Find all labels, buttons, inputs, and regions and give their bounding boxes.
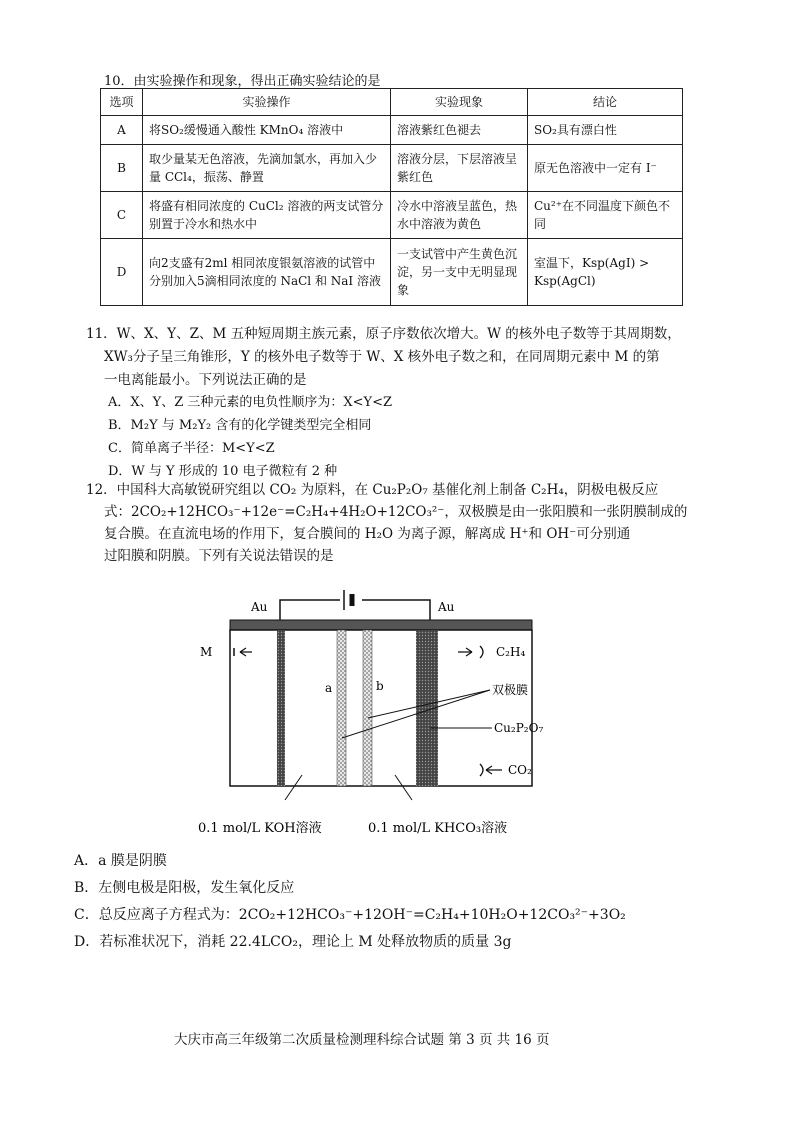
q11-stem-line3: 一电离能最小。下列说法正确的是 — [104, 372, 307, 388]
row-option: C — [101, 192, 143, 239]
q12-option-b: B．左侧电极是阳极，发生氧化反应 — [74, 880, 295, 896]
header-phenomenon: 实验现象 — [391, 89, 528, 116]
row-conclusion: SO₂具有漂白性 — [528, 116, 683, 145]
q11-option-a: A．X、Y、Z 三种元素的电负性顺序为：X<Y<Z — [108, 395, 393, 410]
table-header-row — [101, 89, 683, 116]
q12-option-c: C．总反应离子方程式为：2CO₂+12HCO₃⁻+12OH⁻=C₂H₄+10H₂O+12CO₃²⁻+3O₂ — [74, 907, 626, 923]
q12-stem-line2: 式：2CO₂+12HCO₃⁻+12e⁻=C₂H₄+4H₂O+12CO₃²⁻，双极膜是由一张阳膜和一张阴膜制成的 — [104, 504, 688, 520]
header-option: 选项 — [101, 89, 143, 116]
label-au-right: Au — [438, 600, 455, 614]
left-electrode — [277, 630, 285, 786]
q12-stem-line3: 复合膜。在直流电场的作用下，复合膜间的 H₂O 为离子源，解离成 H⁺和 OH⁻可分别通 — [104, 526, 631, 542]
label-m: M — [200, 645, 213, 659]
electrolysis-cell-diagram — [190, 580, 610, 840]
q12-stem-line4: 过阳膜和阴膜。下列有关说法错误的是 — [104, 548, 334, 564]
row-conclusion: 室温下，Ksp(AgI) > Ksp(AgCl) — [528, 239, 683, 306]
membrane-b — [363, 630, 372, 786]
experiment-table — [100, 88, 683, 306]
table-row — [101, 239, 683, 306]
q12-option-d: D．若标准状况下，消耗 22.4LCO₂，理论上 M 处释放物质的质量 3g — [74, 934, 512, 950]
q12-stem-line1: 12．中国科大高敏锐研究组以 CO₂ 为原料，在 Cu₂P₂O₇ 基催化剂上制备 C₂H₄，阴极电极反应 — [86, 482, 659, 498]
row-phenomenon: 溶液紫红色褪去 — [391, 116, 528, 145]
label-bipolar-membrane: 双极膜 — [492, 683, 529, 697]
row-phenomenon: 冷水中溶液呈蓝色，热水中溶液为黄色 — [391, 192, 528, 239]
label-koh-solution: 0.1 mol/L KOH溶液 — [198, 821, 322, 836]
cell-lid — [230, 620, 532, 630]
header-operation: 实验操作 — [143, 89, 391, 116]
q11-option-d: D．W 与 Y 形成的 10 电子微粒有 2 种 — [108, 464, 338, 479]
header-conclusion: 结论 — [528, 89, 683, 116]
label-a: a — [325, 681, 333, 695]
row-conclusion: 原无色溶液中一定有 I⁻ — [528, 145, 683, 192]
row-operation: 向2支盛有2ml 相同浓度银氨溶液的试管中分别加入5滴相同浓度的 NaCl 和 NaI 溶液 — [143, 239, 391, 306]
cell-body — [230, 630, 532, 786]
row-option: D — [101, 239, 143, 306]
q11-stem-line2: XW₃分子呈三角锥形，Y 的核外电子数等于 W、X 核外电子数之和，在同周期元素中 M 的第 — [104, 349, 660, 365]
label-c2h4: C₂H₄ — [496, 645, 526, 659]
row-option: A — [101, 116, 143, 145]
q10-stem: 10．由实验操作和现象，得出正确实验结论的是 — [104, 74, 381, 89]
table-row — [101, 145, 683, 192]
row-operation: 将盛有相同浓度的 CuCl₂ 溶液的两支试管分别置于冷水和热水中 — [143, 192, 391, 239]
table-row — [101, 192, 683, 239]
row-option: B — [101, 145, 143, 192]
label-b: b — [376, 679, 384, 693]
q11-stem-line1: 11．W、X、Y、Z、M 五种短周期主族元素，原子序数依次增大。W 的核外电子数等于其周期数， — [86, 326, 681, 342]
row-operation: 取少量某无色溶液，先滴加氯水，再加入少量 CCl₄，振荡、静置 — [143, 145, 391, 192]
label-khco3-solution: 0.1 mol/L KHCO₃溶液 — [368, 821, 508, 836]
table-row — [101, 116, 683, 145]
battery-icon — [344, 590, 352, 610]
membrane-a — [337, 630, 346, 786]
page-footer: 大庆市高三年级第二次质量检测理科综合试题 第 3 页 共 16 页 — [174, 1032, 550, 1048]
row-operation: 将SO₂缓慢通入酸性 KMnO₄ 溶液中 — [143, 116, 391, 145]
q12-option-a: A．a 膜是阴膜 — [74, 853, 167, 869]
label-catalyst: Cu₂P₂O₇ — [494, 721, 544, 735]
row-phenomenon: 一支试管中产生黄色沉淀，另一支中无明显现象 — [391, 239, 528, 306]
row-phenomenon: 溶液分层，下层溶液呈紫红色 — [391, 145, 528, 192]
label-au-left: Au — [251, 600, 268, 614]
row-conclusion: Cu²⁺在不同温度下颜色不同 — [528, 192, 683, 239]
label-co2: CO₂ — [508, 763, 532, 777]
q11-option-b: B．M₂Y 与 M₂Y₂ 含有的化学键类型完全相同 — [108, 418, 372, 433]
q11-option-c: C．简单离子半径：M<Y<Z — [108, 441, 275, 456]
